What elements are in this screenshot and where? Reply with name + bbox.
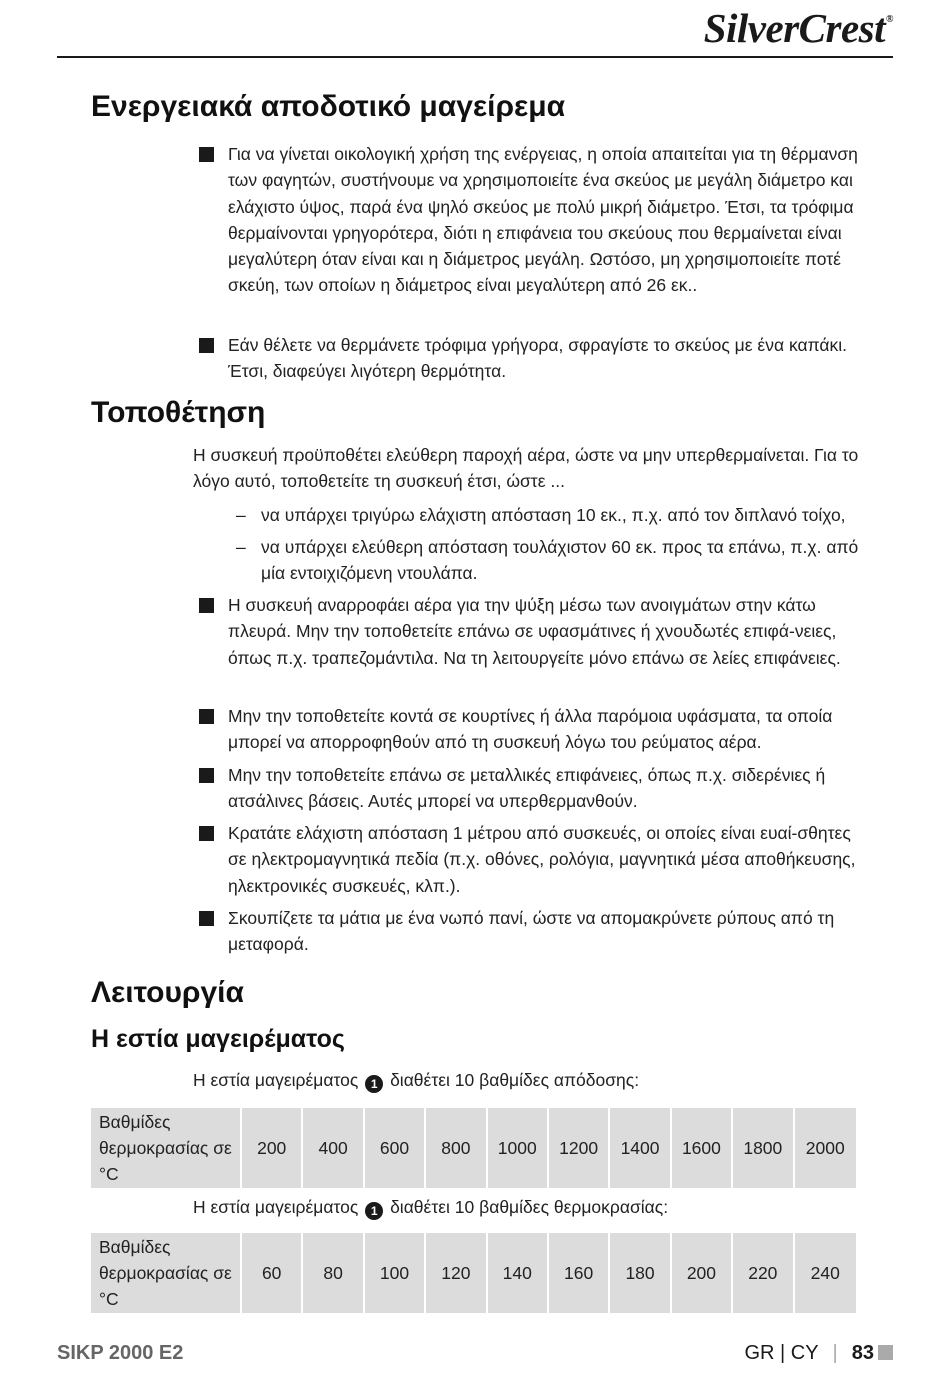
bullet-square-icon (199, 826, 214, 841)
section-title-placement: Τοποθέτηση (91, 396, 266, 429)
bullet-square-icon (199, 598, 214, 613)
bullet-square-icon (199, 768, 214, 783)
table-cell: 120 (426, 1233, 487, 1313)
table-header-cell: Βαθμίδες θερμοκρασίας σε °C (91, 1233, 242, 1313)
table-row (91, 1233, 856, 1313)
page-marker-icon (878, 1345, 893, 1360)
table-cell: 1800 (733, 1108, 794, 1188)
power-levels-intro: Η εστία μαγειρέματος 1 διαθέτει 10 βαθμίδες απόδοσης: (193, 1070, 640, 1091)
marker-1-icon: 1 (365, 1075, 383, 1093)
page-number: 83 (851, 1342, 874, 1364)
bullet-square-icon (199, 709, 214, 724)
bullet-square-icon (199, 911, 214, 926)
subsection-title-hob: Η εστία μαγειρέματος (91, 1025, 345, 1053)
bullet-item: Μην την τοποθετείτε κοντά σε κουρτίνες ή άλλα παρόμοια υφάσματα, τα οποία μπορεί να απορροφηθούν από τη συσκευή λόγω του ρεύματος αέρα. (199, 703, 859, 756)
temperature-levels-intro: Η εστία μαγειρέματος 1 διαθέτει 10 βαθμίδες θερμοκρασίας: (193, 1197, 669, 1218)
table-cell: 100 (365, 1233, 426, 1313)
table-cell: 180 (610, 1233, 671, 1313)
dash-item: – να υπάρχει τριγύρω ελάχιστη απόσταση 10 εκ., π.χ. από τον διπλανό τοίχο, (236, 502, 866, 528)
footer-model: SIKP 2000 E2 (57, 1342, 184, 1364)
table-row (91, 1108, 856, 1188)
bullet-item: Η συσκευή αναρροφάει αέρα για την ψύξη μέσω των ανοιγμάτων στην κάτω πλευρά. Μην την τοποθετείτε επάνω σε υφασμάτινες ή χνουδωτές επιφά-νειες, όπως π.χ. τραπεζομάντιλα. Να τη λειτουργείτε μόνο επάνω σε λείες επιφάνειες. (199, 592, 859, 671)
table-cell: 600 (365, 1108, 426, 1188)
marker-1-icon: 1 (365, 1202, 383, 1220)
table-cell: 1400 (610, 1108, 671, 1188)
footer-separator: | (832, 1342, 838, 1364)
bullet-item: Μην την τοποθετείτε επάνω σε μεταλλικές επιφάνειες, όπως π.χ. σιδερένιες ή ατσάλινες βάσεις. Αυτές μπορεί να υπερθερμανθούν. (199, 762, 859, 815)
temperature-levels-table (91, 1233, 856, 1313)
power-levels-table (91, 1108, 856, 1188)
table-cell: 160 (549, 1233, 610, 1313)
table-header-cell: Βαθμίδες θερμοκρασίας σε °C (91, 1108, 242, 1188)
table-cell: 1000 (488, 1108, 549, 1188)
table-cell: 60 (242, 1233, 303, 1313)
table-cell: 2000 (795, 1108, 856, 1188)
footer-language: GR | CY (744, 1342, 819, 1364)
table-cell: 1200 (549, 1108, 610, 1188)
dash-marker: – (236, 505, 246, 525)
footer-page-info (744, 1342, 893, 1365)
placement-intro: Η συσκευή προϋποθέτει ελεύθερη παροχή αέρα, ώστε να μην υπερθερμαίνεται. Για το λόγο αυτό, τοποθετείτε τη συσκευή έτσι, ώστε ... (193, 445, 859, 492)
table-cell: 140 (488, 1233, 549, 1313)
bullet-square-icon (199, 338, 214, 353)
section-title-operation: Λειτουργία (91, 976, 244, 1009)
brand-logo: SilverCrest® (703, 5, 893, 51)
table-cell: 220 (733, 1233, 794, 1313)
dash-item: – να υπάρχει ελεύθερη απόσταση τουλάχιστον 60 εκ. προς τα επάνω, π.χ. από μία εντοιχιζόμενη ντουλάπα. (236, 534, 866, 587)
bullet-item: Για να γίνεται οικολογική χρήση της ενέργειας, η οποία απαιτείται για τη θέρμανση των φαγητών, συστήνουμε να χρησιμοποιείτε ένα σκεύος με μεγάλη διάμετρο και ελάχιστο ύψος, παρά ένα ψηλό σκεύος με πολύ μικρή διάμετρο. Έτσι, τα τρόφιμα θερμαίνονται γρηγορότερα, διότι η επιφάνεια του σκεύους που θερμαίνεται είναι μεγαλύτερη όταν είναι και η διάμετρος μεγάλη. Ωστόσο, μη χρησιμοποιείτε ποτέ σκεύη, των οποίων η διάμετρος είναι μεγαλύτερη από 26 εκ.. (199, 141, 859, 299)
bullet-item: Εάν θέλετε να θερμάνετε τρόφιμα γρήγορα, σφραγίστε το σκεύος με ένα καπάκι. Έτσι, διαφεύγει λιγότερη θερμότητα. (199, 332, 859, 385)
dash-marker: – (236, 537, 246, 557)
table-cell: 200 (242, 1108, 303, 1188)
bullet-square-icon (199, 147, 214, 162)
table-cell: 400 (303, 1108, 364, 1188)
bullet-item: Κρατάτε ελάχιστη απόσταση 1 μέτρου από συσκευές, οι οποίες είναι ευαί-σθητες σε ηλεκτρομαγνητικά πεδία (π.χ. οθόνες, ρολόγια, μαγνητικά μέσα αποθήκευσης, ηλεκτρονικές συσκευές, κλπ.). (199, 820, 859, 899)
table-cell: 200 (672, 1233, 733, 1313)
section-title-cooking: Ενεργειακά αποδοτικό μαγείρεμα (91, 90, 566, 123)
header-rule (57, 56, 893, 58)
table-cell: 1600 (672, 1108, 733, 1188)
table-cell: 240 (795, 1233, 856, 1313)
bullet-item: Σκουπίζετε τα μάτια με ένα νωπό πανί, ώστε να απομακρύνετε ρύπους από τη μεταφορά. (199, 905, 859, 958)
table-cell: 80 (303, 1233, 364, 1313)
table-cell: 800 (426, 1108, 487, 1188)
